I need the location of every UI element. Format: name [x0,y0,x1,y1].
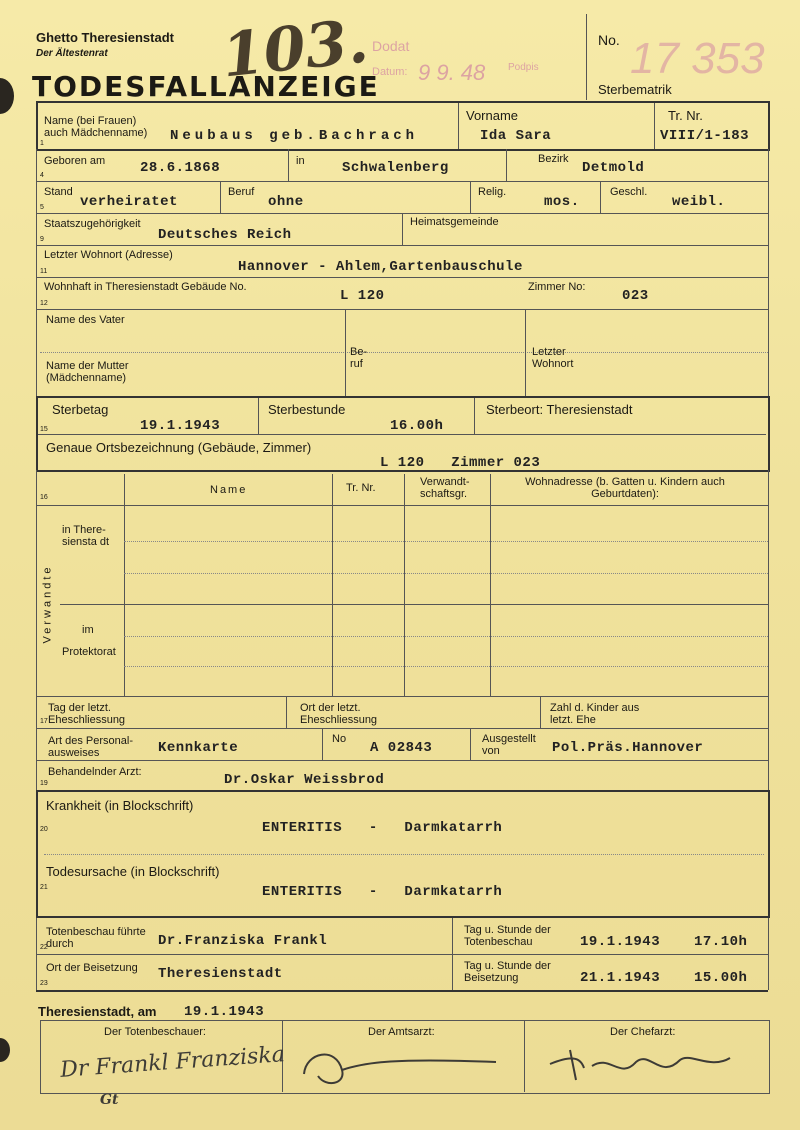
relig-label: Relig. [478,186,507,198]
beisetzung-tag-label: Tag u. Stunde der Beisetzung [464,960,551,984]
ausweis-no-label: No [332,733,347,745]
frame-left [36,470,37,790]
signature-chefarzt [540,1040,740,1086]
divider [470,728,471,760]
sterbetag-label: Sterbetag [52,402,109,417]
todesursache-value: ENTERITIS - Darmkatarrh [262,884,503,900]
in-label: in [296,155,305,167]
stamp-date: 9 9. 48 [418,60,486,85]
beruf-value: ohne [268,194,304,210]
divider [540,696,541,728]
genaue-label: Genaue Ortsbezeichnung (Gebäude, Zimmer) [46,440,312,455]
dotted-rule [124,573,768,574]
col-name-label: Name [210,484,248,496]
row-number: 19 [40,780,48,787]
col-divider [404,474,405,696]
bezirk-label: Bezirk [538,153,569,165]
trnr-label: Tr. Nr. [668,108,703,123]
rule [36,954,768,955]
signature-beschauer: Dr Frankl Franziska [59,1042,286,1083]
arzt-label: Behandelnder Arzt: [48,766,142,778]
frame-right [768,149,769,396]
vorname-label: Vorname [466,108,519,123]
row-number: 4 [40,172,44,179]
place-date-label: Theresienstadt, am [38,1004,157,1019]
beschauer-label: Der Totenbeschauer: [104,1026,206,1038]
divider [286,696,287,728]
geschl-value: weibl. [672,194,726,210]
beruf-label: Beruf [228,186,255,198]
name-value: Neubaus geb.Bachrach [170,128,419,144]
row-number: 23 [40,980,48,987]
sterbetag-value: 19.1.1943 [140,418,221,434]
parents-wohnort-label: Letzter Wohnort [532,346,574,370]
divider [474,398,475,434]
frame-left [36,149,37,396]
beisetzung-ort-label: Ort der Beisetzung [46,962,138,974]
totenbeschau-label: Totenbeschau führte durch [46,926,146,950]
rule [36,990,768,992]
sterbematrik-label: Sterbematrik [598,82,672,97]
frame-right [768,918,769,990]
row-number: 20 [40,826,48,833]
beisetzung-date: 21.1.1943 [580,970,661,986]
divider [402,213,403,245]
zimmer-label: Zimmer No: [528,281,586,293]
dotted-rule [124,541,768,542]
kinder-label: Zahl d. Kinder aus letzt. Ehe [550,702,640,726]
row-number: 22 [40,944,48,951]
rule [36,505,768,506]
krankheit-value: ENTERITIS - Darmkatarrh [262,820,503,836]
vorname-value: Ida Sara [480,128,552,144]
ghetto-heading: Ghetto Theresienstadt [36,30,174,45]
mutter-label: Name der Mutter (Mädchenname) [46,360,129,384]
totenbeschau-date: 19.1.1943 [580,934,661,950]
row-number: 1 [40,140,44,147]
divider [470,181,471,213]
dotted-rule [124,666,768,667]
signature-amtsarzt [296,1040,506,1090]
im-label: im [82,624,94,636]
geboren-label: Geboren am [44,155,106,167]
wohnort-label: Letzter Wohnort (Adresse) [44,249,173,261]
chefarzt-label: Der Chefarzt: [610,1026,676,1038]
genaue-value: L 120 Zimmer 023 [380,455,541,471]
wohnhaft-value: L 120 [340,288,385,304]
council-heading: Der Ältestenrat [36,48,108,59]
row-number: 17 [40,718,48,725]
row-number: 12 [40,300,48,307]
ausgestellt-label: Ausgestellt von [482,733,536,757]
rule [36,696,768,697]
col-wohn-label: Wohnadresse (b. Gatten u. Kindern auch Geburtdaten): [525,476,725,500]
heimat-label: Heimatsgemeinde [410,216,499,228]
divider [506,149,507,181]
bezirk-value: Detmold [582,160,645,176]
divider [345,309,346,396]
geschl-label: Geschl. [610,186,648,198]
eheschliessung-ort-label: Ort der letzt. Eheschliessung [300,702,378,726]
row-number: 16 [40,494,48,501]
divider [220,181,221,213]
stand-label: Stand [44,186,73,198]
divider [458,103,459,149]
in-there-label: in There- siensta dt [62,524,110,548]
name-label: Name (bei Frauen) auch Mädchenname) [44,115,148,139]
punch-hole [0,78,14,114]
rule [36,309,768,310]
no-label: No. [598,32,620,48]
header-divider [586,14,587,100]
divider [654,103,655,149]
relig-value: mos. [544,194,580,210]
divider [288,149,289,181]
todesursache-label: Todesursache (in Blockschrift) [46,864,220,879]
stamp-label: Podpis [508,62,539,73]
rule [36,245,768,246]
ausgestellt-value: Pol.Präs.Hannover [552,740,704,756]
stand-value: verheiratet [80,194,178,210]
divider [524,1020,525,1092]
trnr-value: VIII/1-183 [660,128,750,144]
rule [36,277,768,278]
stamp-label: Datum: [372,66,408,78]
rule [36,728,768,729]
rule [36,760,768,761]
eheschliessung-tag-label: Tag der letzt. Eheschliessung [48,702,126,726]
divider [600,181,601,213]
ausweis-art-label: Art des Personal- ausweises [48,735,133,759]
dotted-rule [44,854,764,855]
protektorat-label: Protektorat [62,646,116,658]
col-divider [124,474,125,696]
in-value: Schwalenberg [342,160,449,176]
rule [36,181,768,182]
staat-label: Staatszugehörigkeit [44,218,141,230]
row-number: 11 [40,268,48,275]
divider [322,728,323,760]
punch-hole [0,1038,10,1062]
divider [525,309,526,396]
parents-beruf-label: Be- ruf [350,346,368,370]
sterbestunde-label: Sterbestunde [268,402,346,417]
rule [60,604,768,605]
zimmer-value: 023 [622,288,649,304]
col-divider [490,474,491,696]
vater-label: Name des Vater [46,314,125,326]
place-date-value: 19.1.1943 [184,1004,265,1020]
col-trnr-label: Tr. Nr. [346,482,376,494]
geboren-value: 28.6.1868 [140,160,221,176]
arzt-value: Dr.Oskar Weissbrod [224,772,385,788]
col-verw-label: Verwandt- schaftsgr. [420,476,470,500]
ausweis-art-value: Kennkarte [158,740,239,756]
beisetzung-time: 15.00h [694,970,748,986]
ausweis-no-value: A 02843 [370,740,433,756]
sterbestunde-value: 16.00h [390,418,444,434]
stamp-number: 17 353 [630,34,765,83]
rule [38,434,766,435]
row-number: 15 [40,426,48,433]
initials-gt: Gt [100,1092,119,1108]
totenbeschau-time: 17.10h [694,934,748,950]
beisetzung-ort-value: Theresienstadt [158,966,283,982]
dotted-rule [40,352,768,353]
verwandte-label: Verwandte [41,564,54,644]
row-number: 21 [40,884,48,891]
row-number: 9 [40,236,44,243]
frame-right [768,470,769,790]
sterbeort-label: Sterbeort: Theresienstadt [486,402,633,417]
amtsarzt-label: Der Amtsarzt: [368,1026,435,1038]
handwritten-number: 103. [218,6,372,92]
totenbeschau-tag-label: Tag u. Stunde der Totenbeschau [464,924,551,948]
krankheit-label: Krankheit (in Blockschrift) [46,798,194,813]
wohnort-value: Hannover - Ahlem,Gartenbauschule [238,259,523,275]
form-title: TODESFALLANZEIGE [32,70,380,103]
stamp-label: Dodat [372,38,410,54]
staat-value: Deutsches Reich [158,227,292,243]
wohnhaft-label: Wohnhaft in Theresienstadt Gebäude No. [44,281,247,293]
row-number: 5 [40,204,44,211]
totenbeschau-value: Dr.Franziska Frankl [158,933,328,949]
dotted-rule [124,636,768,637]
col-divider [332,474,333,696]
divider [258,398,259,434]
